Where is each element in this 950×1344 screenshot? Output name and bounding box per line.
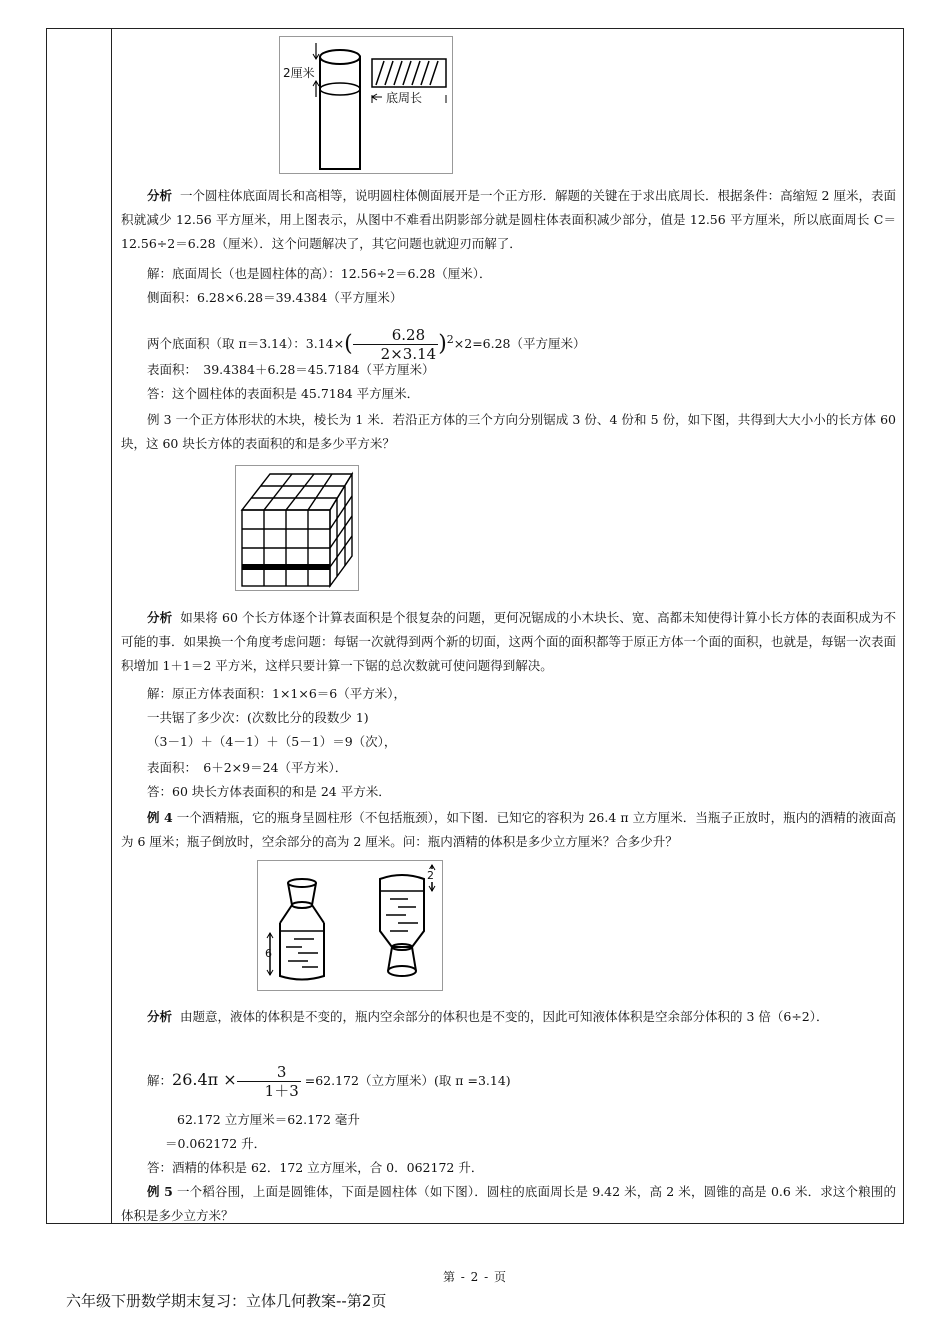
ex3-solution-1: 解：原正方体表面积：1×1×6＝6（平方米）， [147,686,407,701]
liquid-height-label: 6 [265,947,272,960]
ex3-solution-4: 表面积： 6＋2×9＝24（平方米）． [147,760,348,775]
sawed-cube-figure [235,465,359,591]
analysis-label: 分析 [147,610,173,625]
ex2-solution-3: 两个底面积（取 π＝3.14）：3.14×( $\frac{6.28}{2\times 3.14}$ )2×2=6.28（平方厘米） [147,326,586,364]
ex3-solution-3: （3－1）＋（4－1）＋（5－1）＝9（次）， [147,734,397,749]
ex5-question: 例 5 一个稻谷围，上面是圆锥体，下面是圆柱体（如下图）．圆柱的底面周长是 9.42 米，高 2 米，圆锥的高是 0.6 米．求这个粮围的体积是多少立方米？ [121,1184,896,1223]
ex4-solution-3: ＝0.062172 升． [165,1136,267,1151]
analysis-label: 分析 [147,188,173,203]
ex4-analysis: 分析 由题意，液体的体积是不变的，瓶内空余部分的体积也是不变的，因此可知液体体积是空余部分体积的 3 倍（6÷2）． [147,1009,829,1024]
fraction: $\frac{6.28}{2\times 3.14}$ [353,326,439,363]
ex2-solution-1: 解：底面周长（也是圆柱体的高）：12.56÷2＝6.28（厘米）． [147,266,492,281]
ex4-answer: 答：酒精的体积是 62．172 立方厘米，合 0．062172 升． [147,1160,484,1175]
ex3-solution-2: 一共锯了多少次：(次数比分的段数少 1) [147,710,369,725]
document-title: 六年级下册数学期末复习：立体几何教案--第2页 [66,1292,387,1310]
ex2-answer: 答：这个圆柱体的表面积是 45.7184 平方厘米． [147,386,420,401]
table-column-divider [111,29,112,1223]
circumference-label: 底周长 [386,91,423,105]
ex3-analysis [121,606,896,678]
ex4-solution-1: 解：26.4π × $\frac{3}{1+3}$ =62.172（立方厘米）(取 π =3.14) [147,1063,511,1100]
analysis-text: 如果将 60 个长方体逐个计算表面积是个很复杂的问题，更何况锯成的小木块长、宽、高都未知使得计算小长方体的表面积成为不可能的事．如果换一个角度考虑问题：每锯一次就得到两个新的切面，这两个面的面积都等于原正方体一个面的面积，也就是，每锯一次表面积增加 1＋1＝2 平方米，这样只要计算一下锯的总次数就可使问题得到解决。 [121,610,897,673]
ex3-question: 例 3 一个正方体形状的木块，棱长为 1 米．若沿正方体的三个方向分别锯成 3 份、4 份和 5 份，如下图，共得到大大小小的长方体 60 块，这 60 块长方体的表面积的和是多少平方米？ [121,412,896,451]
bottle-figure [257,860,443,991]
analysis-text: 一个圆柱体底面周长和高相等，说明圆柱体侧面展开是一个正方形．解题的关键在于求出底周长．根据条件：高缩短 2 厘米，表面积就减少 12.56 平方厘米，用上图表示，从图中不难看出阴影部分就是圆柱体表面积减少部分，值是 12.56 平方厘米，所以底面周长 C＝12.56÷2＝6.28（厘米）．这个问题解决了，其它问题也就迎刃而解了． [121,188,896,251]
ex2-analysis [121,184,896,256]
fraction: $\frac{3}{1+3}$ [237,1063,301,1100]
analysis-label: 分析 [147,1009,173,1024]
page-number: 第 - 2 - 页 [442,1270,507,1284]
ex3-answer: 答：60 块长方体表面积的和是 24 平方米． [147,784,391,799]
ex2-solution-2: 侧面积：6.28×6.28＝39.4384（平方厘米） [147,290,403,305]
example-label: 例 4 [147,810,173,825]
ex4-question: 例 4 一个酒精瓶，它的瓶身呈圆柱形（不包括瓶颈），如下图．已知它的容积为 26.4 π 立方厘米．当瓶子正放时，瓶内的酒精的液面高为 6 厘米；瓶子倒放时，空余部分的高为 2 厘米。问：瓶内酒精的体积是多少立方厘米？合多少升？ [121,810,896,849]
ex4-solution-2: 62.172 立方厘米＝62.172 毫升 [177,1112,360,1127]
example-label: 例 5 [147,1184,173,1199]
height-label: 2厘米 [283,66,315,80]
ex2-solution-4: 表面积： 39.4384＋6.28＝45.7184（平方厘米） [147,362,435,377]
cylinder-figure [279,36,453,174]
empty-height-label: 2 [427,869,434,882]
